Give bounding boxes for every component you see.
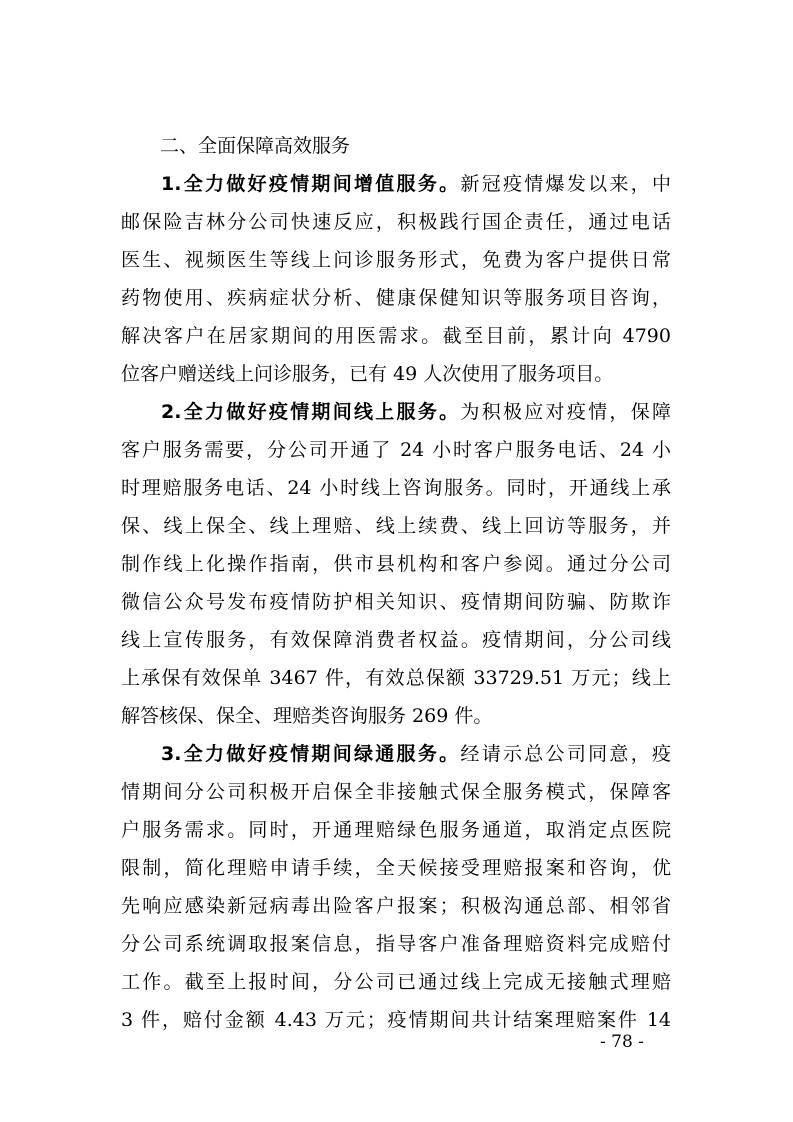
section-heading: 二、全面保障高效服务 — [160, 135, 351, 157]
item2-line: 客户服务需要，分公司开通了 24 小时客户服务电话、24 小 — [121, 439, 671, 461]
item2-title: 2.全力做好疫情期间线上服务。 — [161, 401, 461, 423]
item1-line: 药物使用、疾病症状分析、健康保健知识等服务项目咨询， — [121, 287, 671, 309]
item2-line: 上承保有效保单 3467 件，有效总保额 33729.51 万元；线上 — [121, 667, 671, 689]
item1-first-line — [121, 170, 671, 198]
item3-line: 情期间分公司积极开启保全非接触式保全服务模式，保障客 — [121, 781, 671, 803]
item2-line: 制作线上化操作指南，供市县机构和客户参阅。通过分公司 — [121, 553, 671, 575]
item2-line: 时理赔服务电话、24 小时线上咨询服务。同时，开通线上承 — [121, 477, 671, 499]
item3-line: 3 件，赔付金额 4.43 万元；疫情期间共计结案理赔案件 14 — [121, 1009, 671, 1031]
item1-title: 1.全力做好疫情期间增值服务。 — [161, 173, 461, 195]
item3-line: 限制，简化理赔申请手续，全天候接受理赔报案和咨询，优 — [121, 857, 671, 879]
item1-line: 位客户赠送线上问诊服务，已有 49 人次使用了服务项目。 — [121, 363, 614, 385]
item3-line: 户服务需求。同时，开通理赔绿色服务通道，取消定点医院 — [121, 819, 671, 841]
item2-first-line-text: 为积极应对疫情，保障 — [460, 401, 671, 423]
item3-line: 工作。截至上报时间，分公司已通过线上完成无接触式理赔 — [121, 971, 671, 993]
item3-title: 3.全力做好疫情期间绿通服务。 — [161, 743, 461, 765]
item3-line: 分公司系统调取报案信息，指导客户准备理赔资料完成赔付 — [121, 933, 671, 955]
item1-first-line-text: 新冠疫情爆发以来，中 — [460, 173, 671, 195]
item2-line: 保、线上保全、线上理赔、线上续费、线上回访等服务，并 — [121, 515, 671, 537]
item2-line: 解答核保、保全、理赔类咨询服务 269 件。 — [121, 705, 493, 727]
item2-line: 线上宣传服务，有效保障消费者权益。疫情期间，分公司线 — [121, 629, 671, 651]
item1-line: 邮保险吉林分公司快速反应，积极践行国企责任，通过电话 — [121, 211, 671, 233]
item3-first-line — [121, 740, 671, 768]
item2-first-line — [121, 398, 671, 426]
item1-line: 解决客户在居家期间的用医需求。截至目前，累计向 4790 — [121, 325, 671, 347]
item1-line: 医生、视频医生等线上问诊服务形式，免费为客户提供日常 — [121, 249, 671, 271]
page-number: - 78 - — [600, 1032, 644, 1052]
item2-line: 微信公众号发布疫情防护相关知识、疫情期间防骗、防欺诈 — [121, 591, 671, 613]
item3-first-line-text: 经请示总公司同意，疫 — [460, 743, 671, 765]
item3-line: 先响应感染新冠病毒出险客户报案；积极沟通总部、相邻省 — [121, 895, 671, 917]
